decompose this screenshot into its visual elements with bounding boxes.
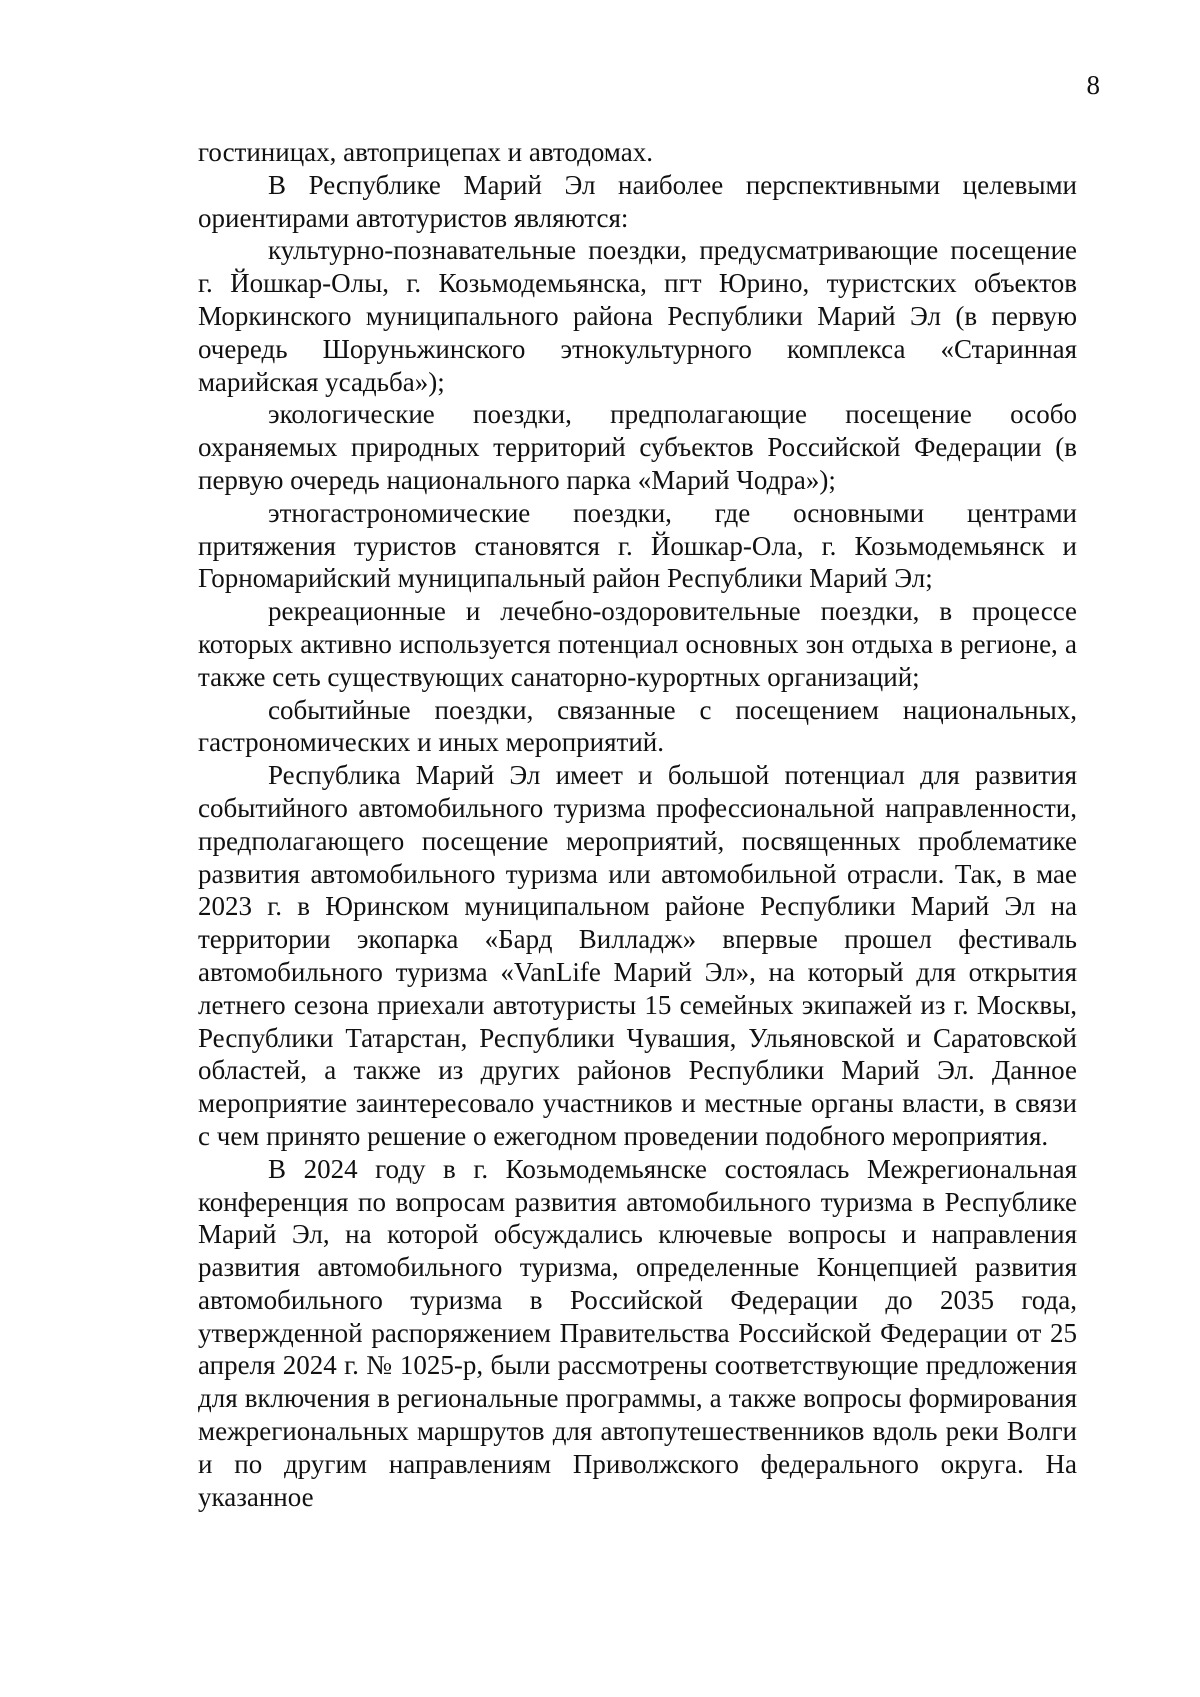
paragraph-conference-2024: В 2024 году в г. Козьмодемьянске состоялась Межрегиональная конференция по вопросам развития автомобильного туризма в Республике Марий Эл, на которой обсуждались ключевые вопросы и направления развития автомобильного туризма, определенные Концепцией развития автомобильного туризма в Российской Федерации до 2035 года, утвержденной распоряжением Правительства Российской Федерации от 25 апреля 2024 г. № 1025-р, были рассмотрены соответствующие предложения для включения в региональные программы, а также вопросы формирования межрегиональных маршрутов для автопутешественников вдоль реки Волги и по другим направлениям Приволжского федерального округа. На указанное xyxy=(198,1153,1077,1512)
list-item-event-trips: событийные поездки, связанные с посещением национальных, гастрономических и иных мероприятий. xyxy=(198,694,1077,758)
list-item-recreational-trips: рекреационные и лечебно-оздоровительные поездки, в процессе которых активно используется потенциал основных зон отдыха в регионе, а также сеть существующих санаторно-курортных организаций; xyxy=(198,596,1077,692)
list-item-cultural-trips: культурно-познавательные поездки, предусматривающие посещение г. Йошкар-Олы, г. Козьмодемьянска, пгт Юрино, туристских объектов Моркинского муниципального района Республики Марий Эл (в первую очередь Шоруньжинского этнокультурного комплекса «Старинная марийская усадьба»); xyxy=(198,235,1077,397)
list-item-ethnogastronomic-trips: этногастрономические поездки, где основными центрами притяжения туристов становятся г. Йошкар-Ола, г. Козьмодемьянск и Горномарийский муниципальный район Республики Марий Эл; xyxy=(198,497,1077,594)
paragraph-continuation: гостиницах, автоприцепах и автодомах. xyxy=(198,137,653,167)
page-number: 8 xyxy=(1086,70,1100,100)
paragraph-vanlife-festival: Республика Марий Эл имеет и большой потенциал для развития событийного автомобильного туризма профессиональной направленности, предполагающего посещение мероприятий, посвященных проблематике развития автомобильного туризма или автомобильной отрасли. Так, в мае 2023 г. в Юринском муниципальном районе Республики Марий Эл на территории экопарка «Бард Вилладж» впервые прошел фестиваль автомобильного туризма «VanLife Марий Эл», на который для открытия летнего сезона приехали автотуристы 15 семейных экипажей из г. Москвы, Республики Татарстан, Республики Чувашия, Ульяновской и Саратовской областей, а также из других районов Республики Марий Эл. Данное мероприятие заинтересовало участников и местные органы власти, в связи с чем принято решение о ежегодном проведении подобного мероприятия. xyxy=(198,760,1077,1151)
list-item-ecological-trips: экологические поездки, предполагающие посещение особо охраняемых природных территорий субъектов Российской Федерации (в первую очередь национального парка «Марий Чодра»); xyxy=(198,399,1077,495)
document-body xyxy=(198,136,1077,1513)
paragraph-intro: В Республике Марий Эл наиболее перспективными целевыми ориентирами автотуристов являются: xyxy=(198,169,1077,233)
